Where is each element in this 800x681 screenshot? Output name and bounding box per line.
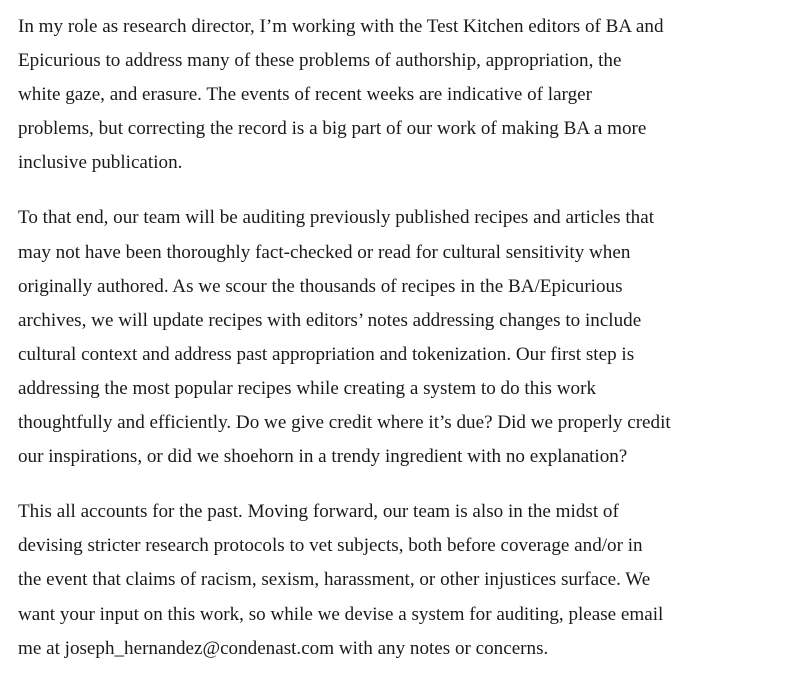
- text-line: Epicurious to address many of these problems of authorship, appropriation, the: [18, 50, 622, 72]
- text-line: To that end, our team will be auditing previously published recipes and articles that: [18, 207, 655, 229]
- text-line: our inspirations, or did we shoehorn in a trendy ingredient with no explanation?: [18, 446, 628, 468]
- text-line: white gaze, and erasure. The events of recent weeks are indicative of larger: [18, 84, 592, 106]
- text-line: problems, but correcting the record is a big part of our work of making BA a more: [18, 118, 647, 140]
- text-line: This all accounts for the past. Moving forward, our team is also in the midst of: [18, 501, 619, 523]
- text-line: inclusive publication.: [18, 152, 183, 174]
- text-line: the event that claims of racism, sexism, harassment, or other injustices surface. We: [18, 569, 651, 591]
- text-line: want your input on this work, so while we devise a system for auditing, please email: [18, 603, 664, 625]
- text-line: addressing the most popular recipes while creating a system to do this work: [18, 377, 596, 399]
- text-line: cultural context and address past appropriation and tokenization. Our first step is: [18, 343, 635, 365]
- text-line: may not have been thoroughly fact-checked or read for cultural sensitivity when: [18, 241, 631, 263]
- paragraph-moving-forward: [18, 495, 782, 665]
- text-line: thoughtfully and efficiently. Do we give credit where it’s due? Did we properly credit: [18, 412, 671, 434]
- paragraph-auditing-recipes: [18, 201, 782, 474]
- text-line: In my role as research director, I’m working with the Test Kitchen editors of BA and: [18, 16, 664, 37]
- text-line: me at joseph_hernandez@condenast.com with any notes or concerns.: [18, 637, 549, 659]
- text-line: devising stricter research protocols to vet subjects, both before coverage and/or in: [18, 535, 643, 557]
- text-line: originally authored. As we scour the thousands of recipes in the BA/Epicurious: [18, 275, 623, 297]
- paragraph-research-director: [18, 10, 782, 180]
- text-line: archives, we will update recipes with editors’ notes addressing changes to include: [18, 309, 642, 331]
